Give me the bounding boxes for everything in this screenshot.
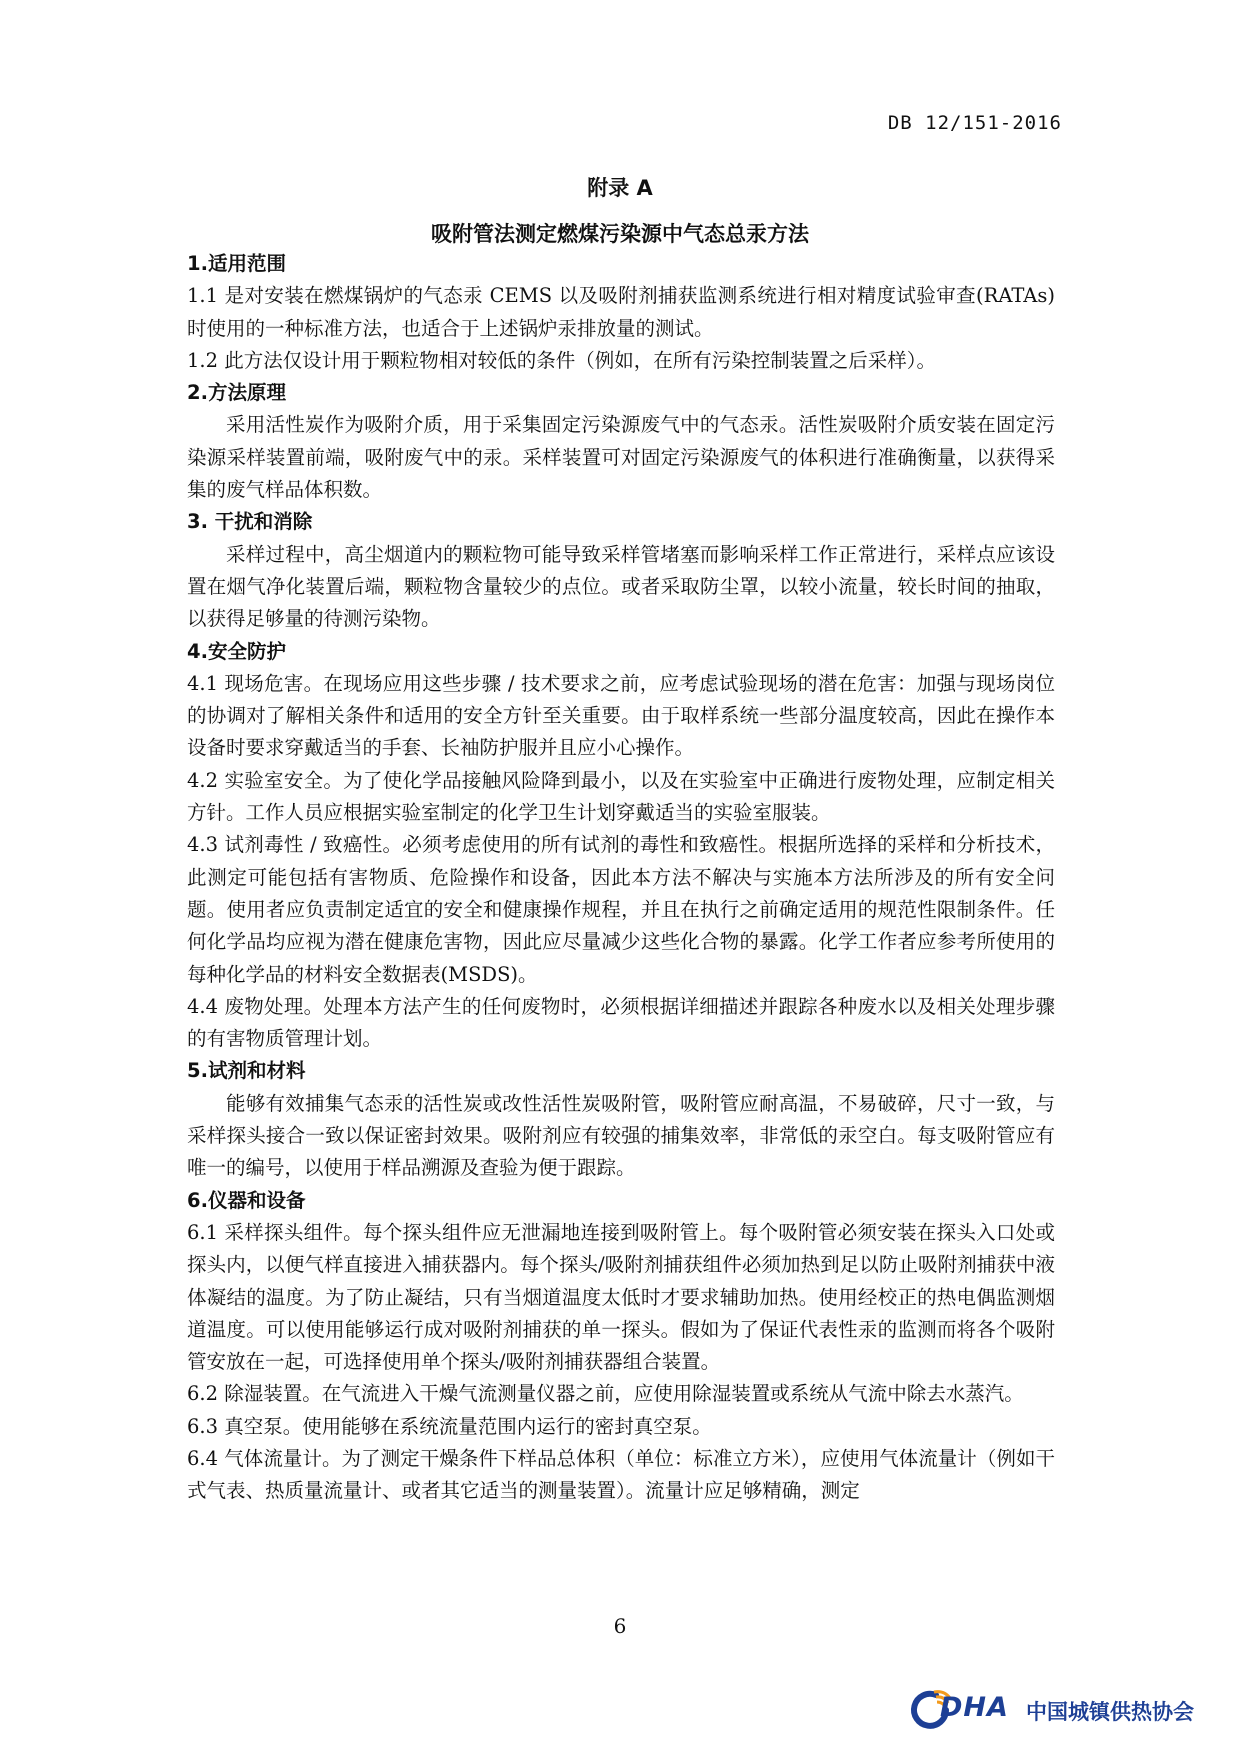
document-title: 吸附管法测定燃煤污染源中气态总汞方法	[431, 222, 809, 246]
page-number: 6	[613, 1614, 627, 1638]
paragraph: 1.2 此方法仅设计用于颗粒物相对较低的条件（例如，在所有污染控制装置之后采样）。	[187, 348, 936, 372]
section-heading: 4.安全防护	[187, 639, 286, 663]
document-body	[187, 248, 1055, 1508]
paragraph: 1.1 是对安装在燃煤锅炉的气态汞 CEMS 以及吸附剂捕获监测系统进行相对精度试验审查(RATAs)时使用的一种标准方法，也适合于上述锅炉汞排放量的测试。	[187, 284, 1055, 340]
association-logo	[906, 1686, 1226, 1734]
organization-name: 中国城镇供热协会	[1026, 1700, 1194, 1724]
section-heading: 3. 干扰和消除	[187, 510, 313, 534]
document-code: DB 12/151-2016	[887, 112, 1062, 134]
paragraph: 6.3 真空泵。使用能够在系统流量范围内运行的密封真空泵。	[187, 1414, 712, 1438]
appendix-label: 附录 A	[587, 176, 653, 200]
paragraph: 4.4 废物处理。处理本方法产生的任何废物时，必须根据详细描述并跟踪各种废水以及相关处理步骤的有害物质管理计划。	[187, 994, 1055, 1051]
paragraph: 采样过程中，高尘烟道内的颗粒物可能导致采样管堵塞而影响采样工作正常进行，采样点应该设置在烟气净化装置后端，颗粒物含量较少的点位。或者采取防尘罩，以较小流量，较长时间的抽取，以获得足够量的待测污染物。	[187, 542, 1055, 631]
paragraph: 4.2 实验室安全。为了使化学品接触风险降到最小，以及在实验室中正确进行废物处理，应制定相关方针。工作人员应根据实验室制定的化学卫生计划穿戴适当的实验室服装。	[187, 768, 1055, 825]
section-heading: 2.方法原理	[187, 381, 286, 405]
paragraph: 6.2 除湿装置。在气流进入干燥气流测量仪器之前，应使用除湿装置或系统从气流中除去水蒸汽。	[187, 1382, 1024, 1406]
section-heading: 1.适用范围	[187, 252, 286, 275]
section-heading: 5.试剂和材料	[187, 1059, 306, 1083]
paragraph: 4.1 现场危害。在现场应用这些步骤 / 技术要求之前，应考虑试验现场的潜在危害：加强与现场岗位的协调对了解相关条件和适用的安全方针至关重要。由于取样系统一些部分温度较高，因此在操作本设备时要求穿戴适当的手套、长袖防护服并且应小心操作。	[187, 671, 1055, 760]
paragraph: 6.1 采样探头组件。每个探头组件应无泄漏地连接到吸附管上。每个吸附管必须安装在探头入口处或探头内，以便气样直接进入捕获器内。每个探头/吸附剂捕获组件必须加热到足以防止吸附剂捕获中液体凝结的温度。为了防止凝结，只有当烟道温度太低时才要求辅助加热。使用经校正的热电偶监测烟道温度。可以使用能够运行成对吸附剂捕获的单一探头。假如为了保证代表性汞的监测而将各个吸附管安放在一起，可选择使用单个探头/吸附剂捕获器组合装置。	[187, 1220, 1055, 1374]
logo-letters: DHA	[940, 1692, 1009, 1723]
paragraph: 6.4 气体流量计。为了测定干燥条件下样品总体积（单位：标准立方米），应使用气体流量计（例如干式气表、热质量流量计、或者其它适当的测量装置）。流量计应足够精确，测定	[187, 1446, 1055, 1503]
paragraph: 能够有效捕集气态汞的活性炭或改性活性炭吸附管，吸附管应耐高温，不易破碎，尺寸一致，与采样探头接合一致以保证密封效果。吸附剂应有较强的捕集效率，非常低的汞空白。每支吸附管应有唯一的编号，以使用于样品溯源及查验为便于跟踪。	[187, 1091, 1055, 1180]
paragraph: 4.3 试剂毒性 / 致癌性。必须考虑使用的所有试剂的毒性和致癌性。根据所选择的采样和分析技术，此测定可能包括有害物质、危险操作和设备，因此本方法不解决与实施本方法所涉及的所有安全问题。使用者应负责制定适宜的安全和健康操作规程，并且在执行之前确定适用的规范性限制条件。任何化学品均应视为潜在健康危害物，因此应尽量减少这些化合物的暴露。化学工作者应参考所使用的每种化学品的材料安全数据表(MSDS)。	[187, 833, 1055, 986]
paragraph: 采用活性炭作为吸附介质，用于采集固定污染源废气中的气态汞。活性炭吸附介质安装在固定污染源采样装置前端，吸附废气中的汞。采样装置可对固定污染源废气的体积进行准确衡量，以获得采集的废气样品体积数。	[187, 413, 1055, 502]
section-heading: 6.仪器和设备	[187, 1188, 306, 1212]
